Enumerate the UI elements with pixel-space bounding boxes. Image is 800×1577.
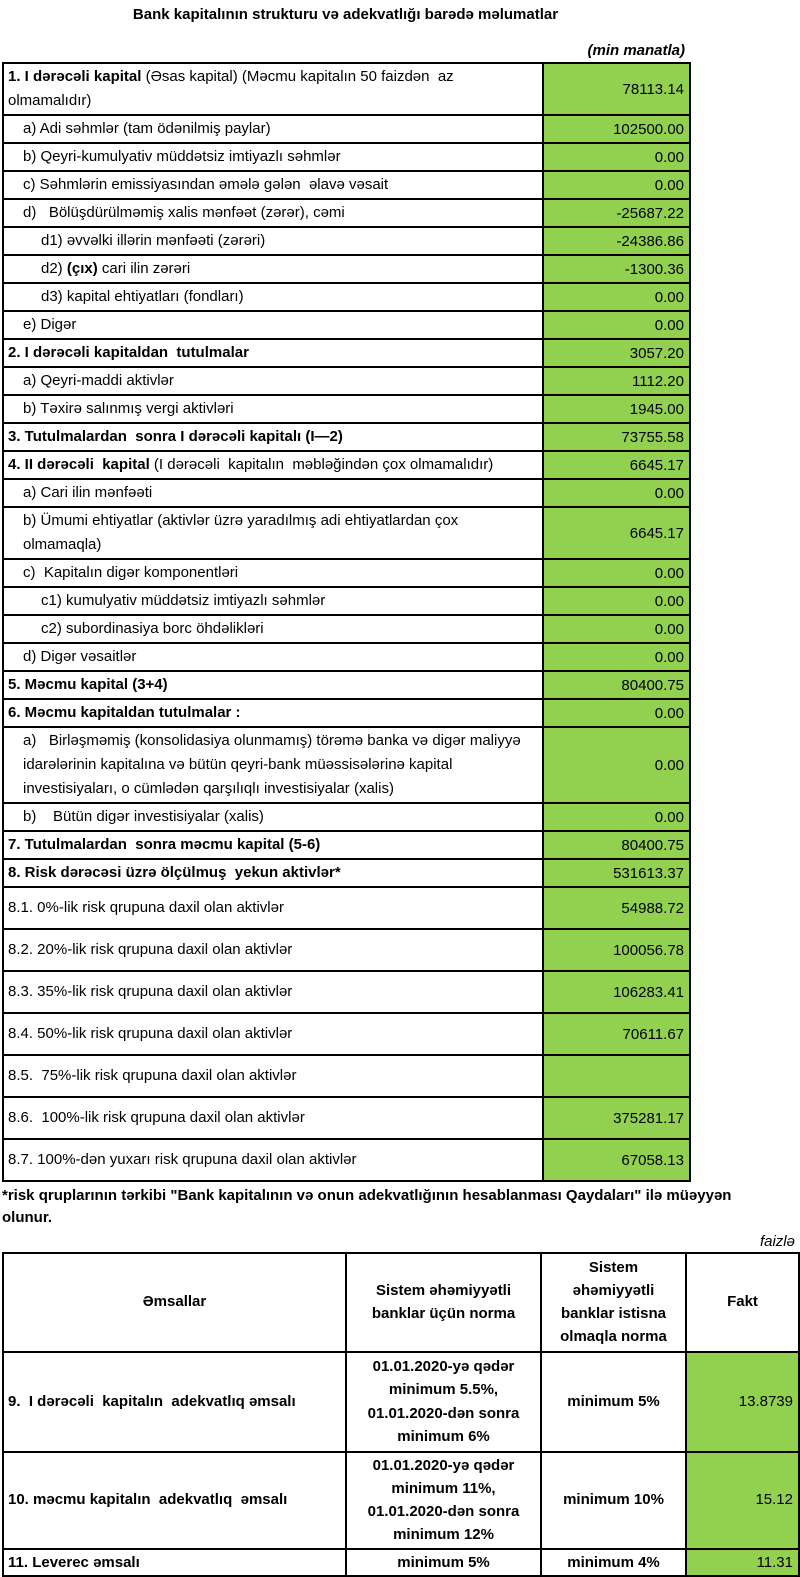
capital-table-row — [3, 643, 690, 671]
ratio-row — [3, 1452, 799, 1549]
row-value: 0.00 — [543, 283, 690, 311]
row-label: d3) kapital ehtiyatları (fondları) — [3, 283, 543, 311]
capital-table-row — [3, 1097, 690, 1139]
row-label: b) Ümumi ehtiyatlar (aktivlər üzrə yaradılmış adi ehtiyatlardan çox olmamaqla) — [3, 507, 543, 559]
row-label: 8.3. 35%-lik risk qrupuna daxil olan aktivlər — [3, 971, 543, 1013]
row-label: 1. I dərəcəli kapital (Əsas kapital) (Məcmu kapitalın 50 faizdən az olmamalıdır) — [3, 63, 543, 115]
capital-table-row — [3, 1055, 690, 1097]
page-title: Bank kapitalının strukturu və adekvatlığı barədə məlumatlar — [132, 6, 559, 23]
row-label: 6. Məcmu kapitaldan tutulmalar : — [3, 699, 543, 727]
row-label: b) Təxirə salınmış vergi aktivləri — [3, 395, 543, 423]
ratio-fact-value: 11.31 — [686, 1549, 799, 1576]
ratio-norma-non-systemic: minimum 5% — [541, 1352, 686, 1452]
row-value: 80400.75 — [543, 671, 690, 699]
row-value: 106283.41 — [543, 971, 690, 1013]
row-label: 8.7. 100%-dən yuxarı risk qrupuna daxil olan aktivlər — [3, 1139, 543, 1181]
ratios-table — [2, 1252, 800, 1577]
row-value: 73755.58 — [543, 423, 690, 451]
row-label: a) Cari ilin mənfəəti — [3, 479, 543, 507]
row-label: a) Qeyri-maddi aktivlər — [3, 367, 543, 395]
capital-table-row — [3, 727, 690, 803]
row-value: 102500.00 — [543, 115, 690, 143]
capital-table-row — [3, 339, 690, 367]
capital-table-row — [3, 143, 690, 171]
ratios-header-row — [3, 1253, 799, 1352]
row-value: -24386.86 — [543, 227, 690, 255]
capital-table-row — [3, 171, 690, 199]
ratio-label: 9. I dərəcəli kapitalın adekvatlıq əmsalı — [3, 1352, 346, 1452]
ratio-norma-systemic: 01.01.2020-yə qədər minimum 5.5%, 01.01.2020-dən sonra minimum 6% — [346, 1352, 541, 1452]
capital-table-row — [3, 559, 690, 587]
row-label: c1) kumulyativ müddətsiz imtiyazlı səhmlər — [3, 587, 543, 615]
capital-table-row — [3, 451, 690, 479]
row-value: 0.00 — [543, 615, 690, 643]
ratio-row — [3, 1549, 799, 1576]
row-value: 1945.00 — [543, 395, 690, 423]
row-label: 2. I dərəcəli kapitaldan tutulmalar — [3, 339, 543, 367]
row-label: 8.5. 75%-lik risk qrupuna daxil olan aktivlər — [3, 1055, 543, 1097]
capital-table-body — [3, 63, 690, 1181]
row-value: -1300.36 — [543, 255, 690, 283]
capital-table-row — [3, 367, 690, 395]
row-label: 4. II dərəcəli kapital (I dərəcəli kapitalın məbləğindən çox olmamalıdır) — [3, 451, 543, 479]
row-label: c2) subordinasiya borc öhdəlikləri — [3, 615, 543, 643]
row-label: 5. Məcmu kapital (3+4) — [3, 671, 543, 699]
row-value: 0.00 — [543, 559, 690, 587]
row-value: 0.00 — [543, 143, 690, 171]
ratio-label: 11. Leverec əmsalı — [3, 1549, 346, 1576]
row-value: 375281.17 — [543, 1097, 690, 1139]
row-label: b) Qeyri-kumulyativ müddətsiz imtiyazlı səhmlər — [3, 143, 543, 171]
row-value: 0.00 — [543, 479, 690, 507]
col-header-emsallar: Əmsallar — [3, 1253, 346, 1352]
row-label: d2) (çıx) cari ilin zərəri — [3, 255, 543, 283]
col-header-norma-systemic: Sistem əhəmiyyətli banklar üçün norma — [346, 1253, 541, 1352]
row-label: b) Bütün digər investisiyalar (xalis) — [3, 803, 543, 831]
capital-structure-table — [2, 62, 691, 1182]
row-value: 0.00 — [543, 587, 690, 615]
row-value: 78113.14 — [543, 63, 690, 115]
ratio-norma-non-systemic: minimum 4% — [541, 1549, 686, 1576]
row-label: a) Adi səhmlər (tam ödənilmiş paylar) — [3, 115, 543, 143]
unit-note-faizle: faizlə — [759, 1232, 795, 1250]
row-value: 67058.13 — [543, 1139, 690, 1181]
row-value: 0.00 — [543, 311, 690, 339]
row-value: 100056.78 — [543, 929, 690, 971]
row-value — [543, 1055, 690, 1097]
capital-table-row — [3, 971, 690, 1013]
capital-table-row — [3, 671, 690, 699]
capital-table-row — [3, 615, 690, 643]
row-label: c) Səhmlərin emissiyasından əmələ gələn əlavə vəsait — [3, 171, 543, 199]
capital-table-row — [3, 227, 690, 255]
capital-table-row — [3, 587, 690, 615]
row-label: 8. Risk dərəcəsi üzrə ölçülmuş yekun aktivlər* — [3, 859, 543, 887]
row-value: 531613.37 — [543, 859, 690, 887]
row-value: 6645.17 — [543, 507, 690, 559]
row-value: 0.00 — [543, 727, 690, 803]
row-label: c) Kapitalın digər komponentləri — [3, 559, 543, 587]
row-label: d) Digər vəsaitlər — [3, 643, 543, 671]
capital-table-row — [3, 283, 690, 311]
row-label: a) Birləşməmiş (konsolidasiya olunmamış) törəmə banka və digər maliyyə idarələrinin kapitalına və bütün qeyri-bank müəssisələrinə kapital investisiyaları, o cümlədən qarşılıqlı investisiyalar (xalis) — [3, 727, 543, 803]
footnote: *risk qruplarının tərkibi "Bank kapitalının və onun adekvatlığının hesablanması Qaydaları" ilə müəyyən olunur. — [2, 1187, 732, 1226]
row-value: 0.00 — [543, 699, 690, 727]
row-label: 3. Tutulmalardan sonra I dərəcəli kapitalı (I—2) — [3, 423, 543, 451]
row-label: d) Bölüşdürülməmiş xalis mənfəət (zərər), cəmi — [3, 199, 543, 227]
capital-table-row — [3, 395, 690, 423]
capital-table-row — [3, 311, 690, 339]
ratio-norma-systemic: minimum 5% — [346, 1549, 541, 1576]
col-header-norma-non-systemic: Sistem əhəmiyyətli banklar istisna olmaqla norma — [541, 1253, 686, 1352]
capital-table-row — [3, 255, 690, 283]
row-value: 0.00 — [543, 803, 690, 831]
row-value: 0.00 — [543, 171, 690, 199]
ratio-label: 10. məcmu kapitalın adekvatlıq əmsalı — [3, 1452, 346, 1549]
row-label: 8.6. 100%-lik risk qrupuna daxil olan aktivlər — [3, 1097, 543, 1139]
row-value: 3057.20 — [543, 339, 690, 367]
capital-table-row — [3, 859, 690, 887]
ratio-fact-value: 13.8739 — [686, 1352, 799, 1452]
ratio-fact-value: 15.12 — [686, 1452, 799, 1549]
capital-table-row — [3, 115, 690, 143]
capital-table-row — [3, 423, 690, 451]
capital-table-row — [3, 699, 690, 727]
capital-table-row — [3, 887, 690, 929]
row-label: 8.1. 0%-lik risk qrupuna daxil olan aktivlər — [3, 887, 543, 929]
capital-table-row — [3, 1139, 690, 1181]
row-value: 80400.75 — [543, 831, 690, 859]
row-value: 70611.67 — [543, 1013, 690, 1055]
ratio-norma-systemic: 01.01.2020-yə qədər minimum 11%, 01.01.2020-dən sonra minimum 12% — [346, 1452, 541, 1549]
row-label: 8.2. 20%-lik risk qrupuna daxil olan aktivlər — [3, 929, 543, 971]
row-value: 6645.17 — [543, 451, 690, 479]
row-label: e) Digər — [3, 311, 543, 339]
col-header-fakt: Fakt — [686, 1253, 799, 1352]
capital-table-row — [3, 803, 690, 831]
unit-note-min-manatla: (min manatla) — [587, 42, 685, 59]
row-value: 1112.20 — [543, 367, 690, 395]
capital-table-row — [3, 929, 690, 971]
row-value: 0.00 — [543, 643, 690, 671]
row-value: -25687.22 — [543, 199, 690, 227]
row-label: 7. Tutulmalardan sonra məcmu kapital (5-6) — [3, 831, 543, 859]
row-value: 54988.72 — [543, 887, 690, 929]
row-label: 8.4. 50%-lik risk qrupuna daxil olan aktivlər — [3, 1013, 543, 1055]
capital-table-row — [3, 831, 690, 859]
ratio-row — [3, 1352, 799, 1452]
capital-table-row — [3, 1013, 690, 1055]
capital-table-row — [3, 63, 690, 115]
capital-table-row — [3, 479, 690, 507]
row-label: d1) əvvəlki illərin mənfəəti (zərəri) — [3, 227, 543, 255]
capital-table-row — [3, 199, 690, 227]
ratio-norma-non-systemic: minimum 10% — [541, 1452, 686, 1549]
ratios-table-body — [3, 1352, 799, 1576]
capital-table-row — [3, 507, 690, 559]
